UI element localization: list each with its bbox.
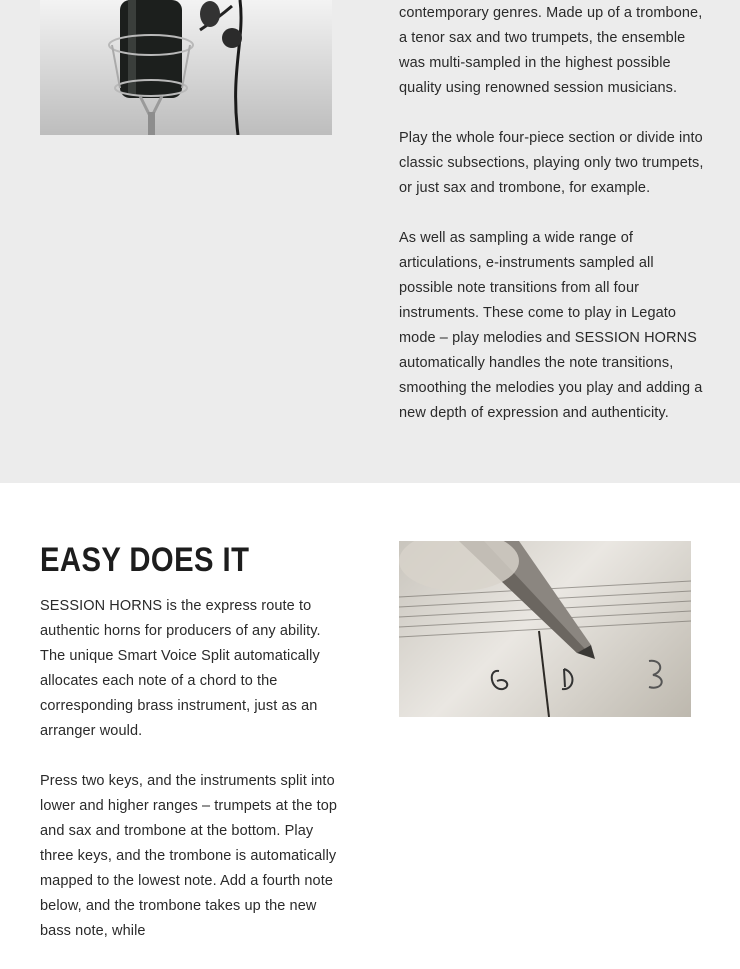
features-paragraph-1: contemporary genres. Made up of a trombone, a tenor sax and two trumpets, the ensemble was multi-sampled in the highest possible quality using renowned session musicians. — [399, 5, 703, 96]
features-section — [0, 0, 740, 483]
microphone-illustration — [40, 0, 332, 135]
easy-text — [40, 594, 340, 969]
features-text — [399, 1, 704, 451]
easy-does-it-section — [0, 483, 740, 939]
pencil-sheet-music-image — [399, 541, 691, 717]
section-heading: EASY DOES IT — [40, 541, 250, 579]
microphone-image — [40, 0, 332, 135]
easy-paragraph-1: SESSION HORNS is the express route to authentic horns for producers of any ability. The unique Smart Voice Split automatically allocates each note of a chord to the corresponding brass instrument, just as an arranger would. — [40, 598, 321, 739]
features-paragraph-3: As well as sampling a wide range of articulations, e-instruments sampled all possible note transitions from all four instruments. These come to play in Legato mode – play melodies and SESSION HORNS automatically handles the note transitions, smoothing the melodies you play and adding a new depth of expression and authenticity. — [399, 230, 703, 421]
pencil-illustration — [399, 541, 691, 717]
features-paragraph-2: Play the whole four-piece section or divide into classic subsections, playing only two trumpets, or just sax and trombone, for example. — [399, 130, 704, 196]
easy-paragraph-2: Press two keys, and the instruments split into lower and higher ranges – trumpets at the top and sax and trombone at the bottom. Play three keys, and the trombone is automatically mapped to the lowest note. Add a fourth note below, and the trombone takes up the new bass note, while — [40, 773, 338, 939]
